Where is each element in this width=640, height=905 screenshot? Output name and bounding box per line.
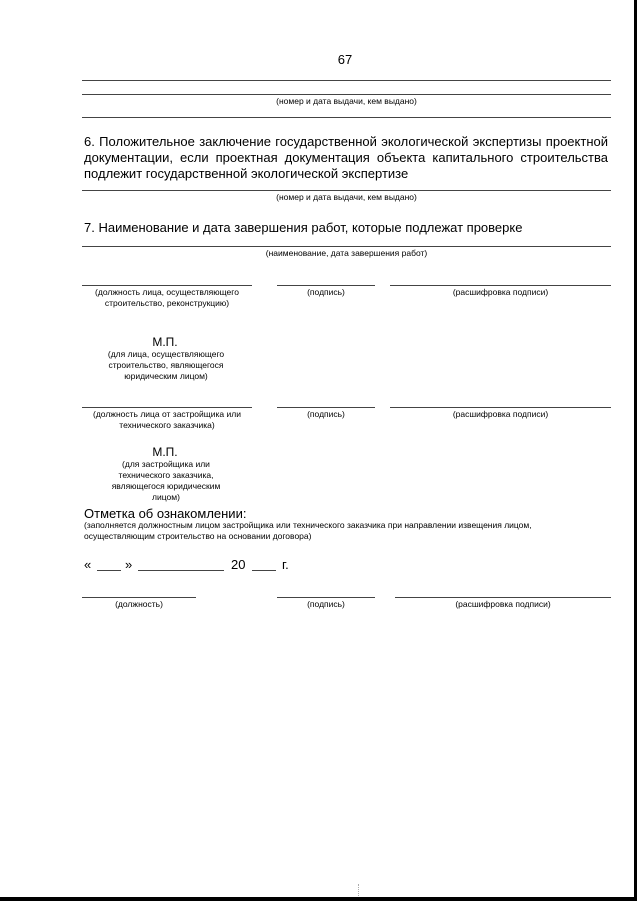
seal-caption: (для лица, осуществляющего строительство, являющегося юридическим лицом) — [107, 349, 225, 381]
position-caption: (должность) — [115, 599, 163, 609]
acknowledgement-heading: Отметка об ознакомлении: — [84, 506, 247, 521]
signature-line[interactable] — [277, 407, 375, 408]
section-7-caption: (наименование, дата завершения работ) — [265, 248, 428, 258]
date-year-line[interactable] — [252, 570, 276, 571]
blank-line[interactable] — [82, 190, 611, 191]
seal-mark: М.П. — [152, 445, 178, 459]
decoding-caption: (расшифровка подписи) — [455, 599, 551, 609]
section-6-caption: (номер и дата выдачи, кем выдано) — [276, 192, 417, 202]
signature-line[interactable] — [277, 597, 375, 598]
position-line[interactable] — [82, 597, 196, 598]
position-caption: (должность лица, осуществляющего строительство, реконструкцию) — [95, 287, 239, 308]
decoding-line[interactable] — [390, 285, 611, 286]
acknowledgement-note: (заполняется должностным лицом застройщика или технического заказчика при направлении извещения лицом, осуществляющим строительство на основании договора) — [84, 520, 532, 541]
position-line[interactable] — [82, 407, 252, 408]
date-open-quote: « — [84, 557, 92, 572]
signature-caption: (подпись) — [307, 409, 345, 419]
seal-mark: М.П. — [152, 335, 178, 349]
section-7-heading: 7. Наименование и дата завершения работ, которые подлежат проверке — [84, 220, 523, 235]
section-6-text: 6. Положительное заключение государственной экологической экспертизы проектной документации, если проектная документация объекта капитального строительства подлежит государственной экологической экспертизе — [84, 134, 608, 181]
signature-caption: (подпись) — [307, 599, 345, 609]
fold-mark — [358, 884, 359, 896]
blank-line[interactable] — [82, 246, 611, 247]
seal-caption: (для застройщика или технического заказчика, являющегося юридическим лицом) — [111, 459, 221, 502]
signature-line[interactable] — [277, 285, 375, 286]
blank-line[interactable] — [82, 94, 611, 95]
position-line[interactable] — [82, 285, 252, 286]
date-year-suffix: г. — [282, 557, 289, 572]
decoding-caption: (расшифровка подписи) — [452, 287, 549, 297]
date-day-line[interactable] — [97, 570, 121, 571]
blank-line[interactable] — [82, 117, 611, 118]
date-month-line[interactable] — [138, 570, 224, 571]
decoding-line[interactable] — [395, 597, 611, 598]
date-close-quote: » — [125, 557, 133, 572]
position-caption: (должность лица от застройщика или технического заказчика) — [93, 409, 241, 430]
decoding-caption: (расшифровка подписи) — [452, 409, 549, 419]
decoding-line[interactable] — [390, 407, 611, 408]
date-year-prefix: 20 — [231, 557, 246, 572]
blank-line[interactable] — [82, 80, 611, 81]
page-number: 67 — [337, 52, 353, 67]
signature-caption: (подпись) — [307, 287, 345, 297]
issue-caption: (номер и дата выдачи, кем выдано) — [276, 96, 417, 106]
